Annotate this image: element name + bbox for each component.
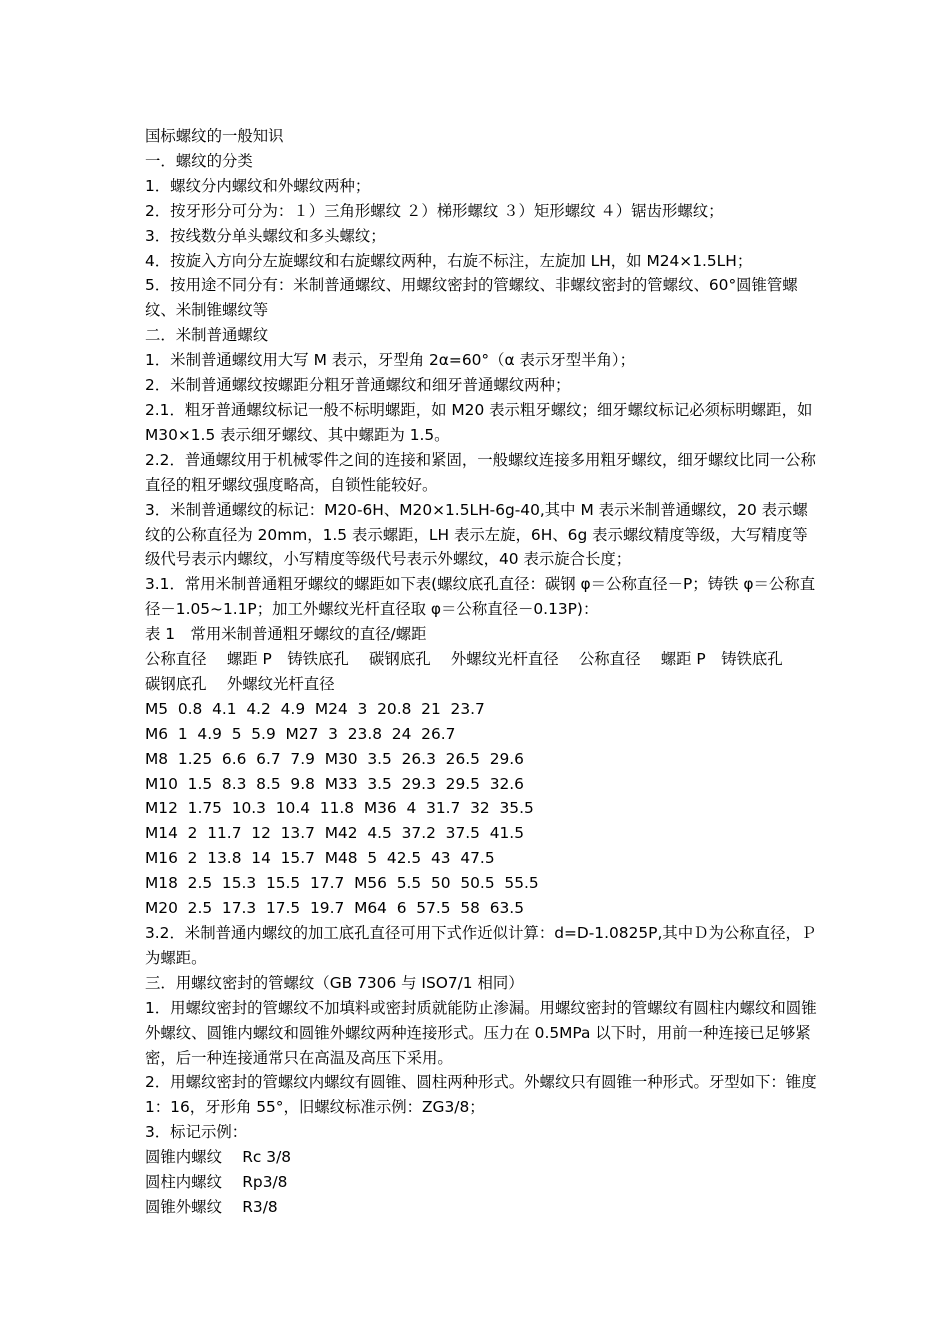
doc-line: 一．螺纹的分类 — [145, 151, 253, 170]
doc-line: 2．米制普通螺纹按螺距分粗牙普通螺纹和细牙普通螺纹两种； — [145, 376, 571, 395]
table-row: M10 1.5 8.3 8.5 9.8 M33 3.5 29.3 29.5 32.6 — [145, 774, 524, 793]
table-row: M18 2.5 15.3 15.5 17.7 M56 5.5 50 50.5 55.5 — [145, 874, 539, 893]
table-row: M5 0.8 4.1 4.2 4.9 M24 3 20.8 21 23.7 — [145, 699, 485, 718]
doc-line: 2.1．粗牙普通螺纹标记一般不标明螺距，如 M20 表示粗牙螺纹；细牙螺纹标记必须标明螺距，如 M30×1.5 表示细牙螺纹、其中螺距为 1.5。 — [145, 400, 818, 444]
doc-line: 5．按用途不同分有：米制普通螺纹、用螺纹密封的管螺纹、非螺纹密封的管螺纹、60°圆锥管螺纹、米制锥螺纹等 — [145, 276, 798, 320]
doc-line: 1．用螺纹密封的管螺纹不加填料或密封质就能防止渗漏。用螺纹密封的管螺纹有圆柱内螺纹和圆锥外螺纹、圆锥内螺纹和圆锥外螺纹两种连接形式。压力在 0.5MPa 以下时，用前一种连接已足够紧密，后一种连接通常只在高温及高压下采用。 — [145, 998, 817, 1067]
doc-line: 2．按牙形分可分为：１）三角形螺纹 ２）梯形螺纹 ３）矩形螺纹 ４）锯齿形螺纹； — [145, 201, 724, 220]
table-row: M16 2 13.8 14 15.7 M48 5 42.5 43 47.5 — [145, 849, 495, 868]
table-header: 公称直径 螺距 P 铸铁底孔 碳钢底孔 外螺纹光杆直径 公称直径 螺距 P 铸铁底孔 碳钢底孔 外螺纹光杆直径 — [145, 650, 803, 693]
doc-line: 圆柱内螺纹 Rp3/8 — [145, 1173, 288, 1192]
doc-line: 1．螺纹分内螺纹和外螺纹两种； — [145, 176, 371, 195]
doc-line: 3．标记示例： — [145, 1123, 248, 1142]
doc-line: 三．用螺纹密封的管螺纹（GB 7306 与 ISO7/1 相同） — [145, 973, 524, 992]
doc-line: 3.2．米制普通内螺纹的加工底孔直径可用下式作近似计算：d=D-1.0825P,其中Ｄ为公称直径，Ｐ为螺距。 — [145, 924, 817, 967]
doc-line: 圆锥内螺纹 Rc 3/8 — [145, 1148, 292, 1167]
doc-line: 二．米制普通螺纹 — [145, 326, 269, 345]
table-row: M12 1.75 10.3 10.4 11.8 M36 4 31.7 32 35.5 — [145, 799, 534, 818]
table-row: M6 1 4.9 5 5.9 M27 3 23.8 24 26.7 — [145, 724, 456, 743]
table-row: M20 2.5 17.3 17.5 19.7 M64 6 57.5 58 63.5 — [145, 899, 524, 918]
doc-line: 3.1．常用米制普通粗牙螺纹的螺距如下表(螺纹底孔直径：碳钢 φ＝公称直径－P；铸铁 φ＝公称直径－1.05~1.1P；加工外螺纹光杆直径取 φ＝公称直径－0.13P)： — [145, 575, 816, 619]
table-row: M14 2 11.7 12 13.7 M42 4.5 37.2 37.5 41.5 — [145, 824, 524, 843]
doc-line: 2.2．普通螺纹用于机械零件之间的连接和紧固，一般螺纹连接多用粗牙螺纹，细牙螺纹比同一公称直径的粗牙螺纹强度略高，自锁性能较好。 — [145, 450, 816, 494]
table-row: M8 1.25 6.6 6.7 7.9 M30 3.5 26.3 26.5 29.6 — [145, 749, 524, 768]
table-caption: 表 1 常用米制普通粗牙螺纹的直径/螺距 — [145, 625, 427, 644]
doc-line: 圆锥外螺纹 R3/8 — [145, 1197, 278, 1216]
document-title: 国标螺纹的一般知识 — [145, 127, 284, 145]
document-body — [145, 124, 822, 1220]
doc-line: 1．米制普通螺纹用大写 M 表示，牙型角 2α=60°（α 表示牙型半角）； — [145, 351, 635, 370]
doc-line: 2．用螺纹密封的管螺纹内螺纹有圆锥、圆柱两种形式。外螺纹只有圆锥一种形式。牙型如下：锥度 1：16，牙形角 55°，旧螺纹标准示例：ZG3/8； — [145, 1073, 822, 1117]
doc-line: 3．按线数分单头螺纹和多头螺纹； — [145, 226, 386, 245]
doc-line: 4．按旋入方向分左旋螺纹和右旋螺纹两种，右旋不标注，左旋加 LH，如 M24×1.5LH； — [145, 251, 753, 270]
doc-line: 3．米制普通螺纹的标记：M20-6H、M20×1.5LH-6g-40,其中 M 表示米制普通螺纹，20 表示螺纹的公称直径为 20mm，1.5 表示螺距，LH 表示左旋，6H、6g 表示螺纹精度等级，大写精度等级代号表示内螺纹，小写精度等级代号表示外螺纹，40 表示旋合长度； — [145, 500, 808, 569]
